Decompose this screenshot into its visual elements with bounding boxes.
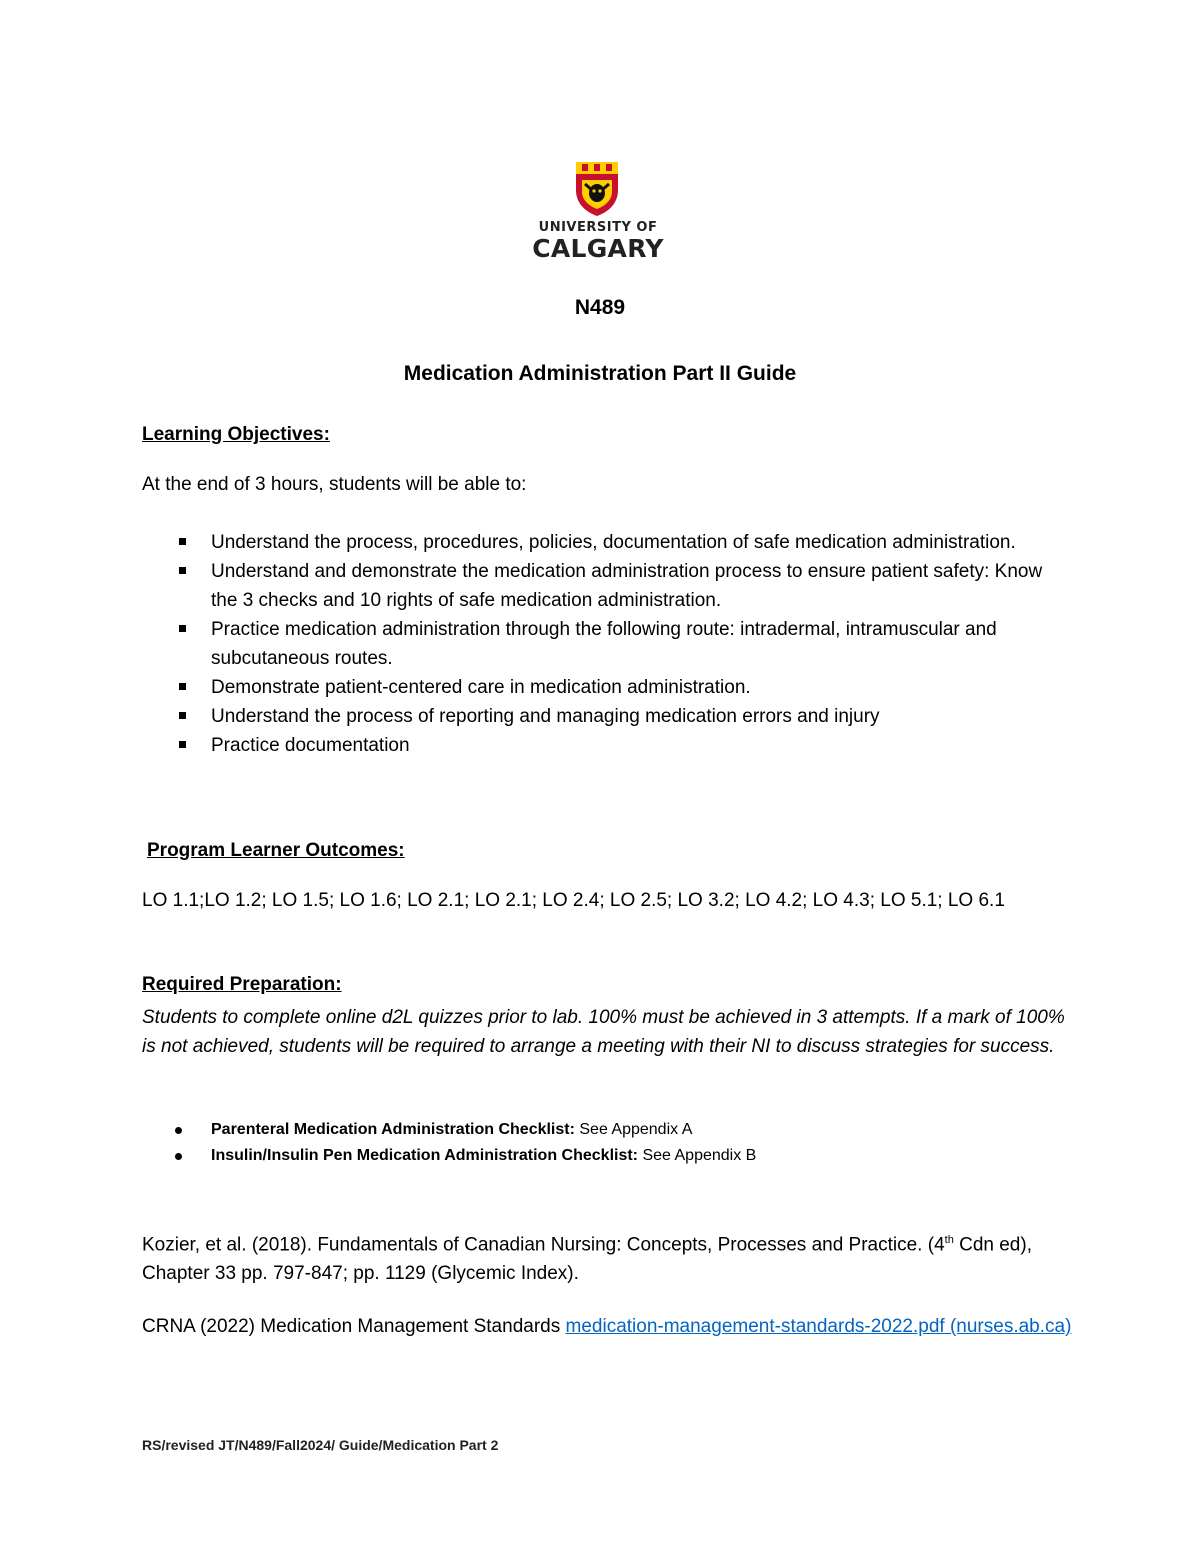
checklist-label: Insulin/Insulin Pen Medication Administration Checklist: [211, 1147, 639, 1164]
list-item [142, 702, 1072, 731]
crna-standards-link[interactable]: medication-management-standards-2022.pdf (nurses.ab.ca) [565, 1316, 1072, 1337]
objectives-intro: At the end of 3 hours, students will be able to: [142, 474, 527, 495]
checklist-ref: See Appendix B [638, 1147, 757, 1164]
kozier-superscript: th [944, 1234, 954, 1246]
program-outcomes-heading: Program Learner Outcomes: [147, 840, 405, 861]
objective-text: Understand the process, procedures, policies, documentation of safe medication administration. [211, 532, 1016, 553]
preparation-text: Students to complete online d2L quizzes prior to lab. 100% must be achieved in 3 attempts. If a mark of 100% is not achieved, students will be required to arrange a meeting with their NI to discuss strategies for success. [142, 1007, 1065, 1057]
crna-text: CRNA (2022) Medication Management Standards [142, 1316, 566, 1337]
bullet-square-icon [179, 683, 186, 690]
bullet-square-icon [179, 712, 186, 719]
page-footer: RS/revised JT/N489/Fall2024/ Guide/Medication Part 2 [142, 1437, 499, 1453]
learning-objectives-heading: Learning Objectives: [142, 424, 330, 445]
bullet-dot-icon [175, 1153, 182, 1160]
objective-text: Demonstrate patient-centered care in medication administration. [211, 677, 751, 698]
list-item [142, 528, 1072, 557]
crna-reference [142, 1312, 1072, 1341]
kozier-text-a: Kozier, et al. (2018). Fundamentals of Canadian Nursing: Concepts, Processes and Practice. (4 [142, 1234, 945, 1256]
objective-text: Practice medication administration through the following route: intradermal, intramuscular and subcutaneous routes. [211, 619, 997, 669]
page-title: Medication Administration Part II Guide [403, 362, 797, 385]
bullet-square-icon [179, 538, 186, 545]
bullet-square-icon [179, 567, 186, 574]
logo-line2: CALGARY [532, 234, 664, 263]
list-item [142, 673, 1072, 702]
course-code: N489 [574, 296, 626, 319]
objective-text: Understand and demonstrate the medication administration process to ensure patient safety: Know the 3 checks and 10 rights of safe medication administration. [211, 561, 1043, 611]
kozier-text-b: Cdn ed), Chapter 33 pp. 797-847; pp. 1129 (Glycemic Index). [142, 1234, 1032, 1285]
preparation-heading: Required Preparation: [142, 974, 342, 995]
bullet-dot-icon [175, 1127, 182, 1134]
objectives-list [142, 528, 1072, 760]
university-logo [528, 160, 668, 270]
objective-text: Practice documentation [211, 735, 410, 756]
list-item [142, 557, 1072, 615]
checklist-label: Parenteral Medication Administration Checklist: [211, 1121, 575, 1138]
university-crest-icon [574, 160, 620, 218]
list-item [142, 1143, 1072, 1169]
program-outcomes-text: LO 1.1;LO 1.2; LO 1.5; LO 1.6; LO 2.1; LO 2.1; LO 2.4; LO 2.5; LO 3.2; LO 4.2; LO 4.3; LO 5.1; LO 6.1 [142, 890, 1005, 911]
checklist-ref: See Appendix A [574, 1121, 693, 1138]
bullet-square-icon [179, 625, 186, 632]
list-item [142, 731, 1072, 760]
logo-line1: UNIVERSITY OF [538, 220, 658, 235]
list-item [142, 615, 1072, 673]
list-item [142, 1117, 1072, 1143]
kozier-reference [142, 1226, 1072, 1288]
objective-text: Understand the process of reporting and managing medication errors and injury [211, 706, 880, 727]
checklist-list [142, 1117, 1072, 1169]
bullet-square-icon [179, 741, 186, 748]
